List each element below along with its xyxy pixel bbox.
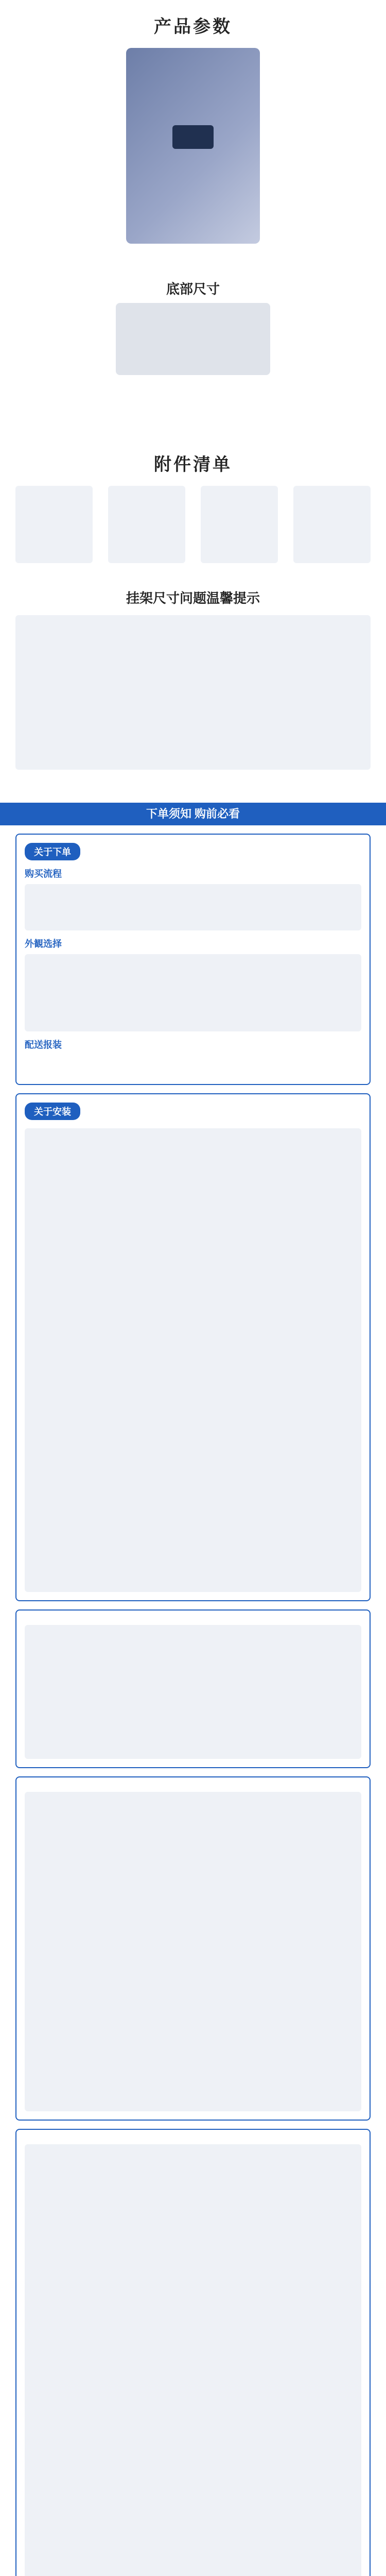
purchase-steps (25, 884, 361, 930)
dimension-diagram (25, 1792, 361, 2111)
water-heater-image (126, 48, 260, 244)
accessory-item (108, 486, 185, 563)
bottom-size-title: 底部尺寸 (166, 281, 220, 297)
heater-display (172, 125, 214, 149)
specs-section (0, 393, 386, 438)
order-panel-title: 关于下单 (25, 843, 80, 860)
dimension-panel (15, 1776, 371, 2121)
heater-bottom-image (116, 303, 270, 375)
install-panel-title: 关于安装 (25, 1103, 80, 1120)
mounting-title: 挂架尺寸问题温馨提示 (126, 590, 260, 606)
service-fee-panel (15, 2129, 371, 2576)
service-fee-placeholder (25, 2144, 361, 2576)
delivery-note (25, 1055, 361, 1076)
order-section-title: 配送报装 (25, 1040, 62, 1050)
hotwater-panel (15, 1609, 371, 1768)
mounting-note (15, 770, 371, 790)
accessory-item (293, 486, 371, 563)
accessories-title: 附件清单 (154, 455, 232, 474)
accessory-item (15, 486, 93, 563)
specs-note (15, 405, 371, 426)
install-content (25, 1128, 361, 1592)
accessory-item (201, 486, 278, 563)
order-panel (15, 834, 371, 1085)
accessory-list (15, 486, 371, 563)
order-section-title: 购买流程 (25, 869, 62, 879)
hotwater-table (25, 1625, 361, 1759)
mounting-section (0, 575, 386, 803)
params-title: 产品参数 (154, 17, 232, 37)
accessories-section (0, 438, 386, 575)
option-table (25, 954, 361, 1031)
notice-banner: 下单须知 购前必看 (0, 803, 386, 825)
install-panel (15, 1093, 371, 1601)
order-section-title: 外観选择 (25, 939, 62, 949)
mounting-diagram (15, 615, 371, 770)
params-section (0, 0, 386, 266)
bottom-size-section (0, 266, 386, 393)
